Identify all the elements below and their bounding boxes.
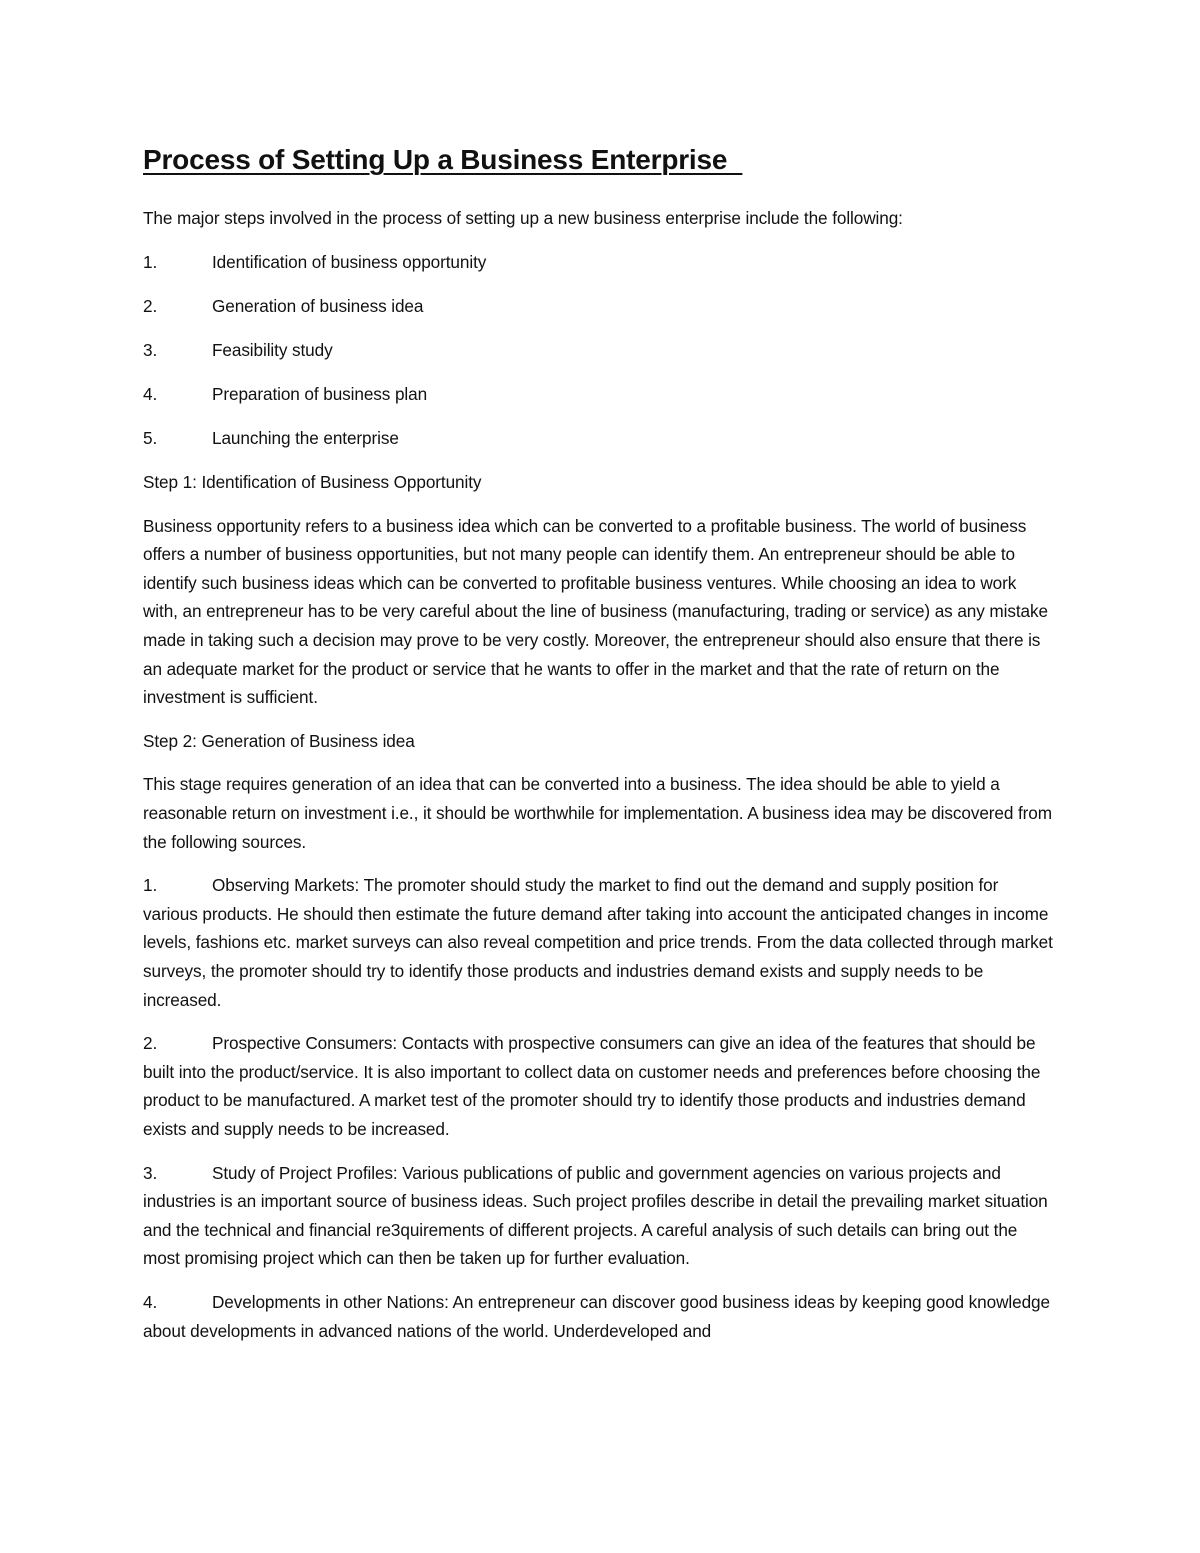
source-number: 4. xyxy=(143,1291,158,1312)
list-item xyxy=(143,380,1053,409)
list-item-text: Launching the enterprise xyxy=(212,427,399,448)
source-number: 2. xyxy=(143,1033,158,1054)
step1-body: Business opportunity refers to a business idea which can be converted to a profitable business. The world of business offers a number of business opportunities, but not many people can identify them. An entrepreneur should be able to identify such business ideas which can be converted to profitable business ventures. While choosing an idea to work with, an entrepreneur has to be very careful about the line of business (manufacturing, trading or service) as any mistake made in taking such a decision may prove to be very costly. Moreover, the entrepreneur should also ensure that there is an adequate market for the product or service that he wants to offer in the market and that the rate of return on the investment is sufficient. xyxy=(143,515,1048,708)
list-item-text: Feasibility study xyxy=(212,339,333,360)
document-page xyxy=(143,140,1053,1360)
source-text: Prospective Consumers: Contacts with prospective consumers can give an idea of the features that should be built into the product/service. It is also important to collect data on customer needs and preferences before choosing the product to be manufactured. A market test of the promoter should try to identify those products and industries demand exists and supply needs to be increased. xyxy=(143,1033,1041,1139)
list-item-text: Identification of business opportunity xyxy=(212,251,487,272)
list-item xyxy=(143,336,1053,365)
source-number: 3. xyxy=(143,1162,158,1183)
source-item xyxy=(143,1029,1053,1143)
intro-paragraph: The major steps involved in the process of setting up a new business enterprise include the following: xyxy=(143,208,903,228)
source-text: Developments in other Nations: An entrepreneur can discover good business ideas by keeping good knowledge about developments in advanced nations of the world. Underdeveloped and xyxy=(143,1291,1050,1341)
list-item xyxy=(143,248,1053,277)
source-text: Observing Markets: The promoter should study the market to find out the demand and supply position for various products. He should then estimate the future demand after taking into account the anticipated changes in income levels, fashions etc. market surveys can also reveal competition and price trends. From the data collected through market surveys, the promoter should try to identify those products and industries demand exists and supply needs to be increased. xyxy=(143,875,1053,1010)
step2-heading: Step 2: Generation of Business idea xyxy=(143,730,415,751)
source-item xyxy=(143,1159,1053,1273)
source-number: 1. xyxy=(143,875,158,896)
steps-list xyxy=(143,248,1053,453)
list-item-number: 1. xyxy=(143,251,158,272)
document-title: Process of Setting Up a Business Enterprise xyxy=(143,144,743,175)
source-item xyxy=(143,871,1053,1014)
sources-list xyxy=(143,871,1053,1345)
list-item xyxy=(143,292,1053,321)
list-item-text: Generation of business idea xyxy=(212,295,424,316)
source-item xyxy=(143,1288,1053,1345)
list-item-text: Preparation of business plan xyxy=(212,383,428,404)
list-item-number: 5. xyxy=(143,427,158,448)
list-item xyxy=(143,424,1053,453)
step2-body: This stage requires generation of an idea that can be converted into a business. The idea should be able to yield a reasonable return on investment i.e., it should be worthwhile for implementation. A business idea may be discovered from the following sources. xyxy=(143,774,1052,852)
list-item-number: 2. xyxy=(143,295,158,316)
step1-heading: Step 1: Identification of Business Opportunity xyxy=(143,472,482,493)
list-item-number: 3. xyxy=(143,339,158,360)
source-text: Study of Project Profiles: Various publications of public and government agencies on various projects and industries is an important source of business ideas. Such project profiles describe in detail the prevailing market situation and the technical and financial re3quirements of different projects. A careful analysis of such details can bring out the most promising project which can then be taken up for further evaluation. xyxy=(143,1162,1048,1269)
list-item-number: 4. xyxy=(143,383,158,404)
